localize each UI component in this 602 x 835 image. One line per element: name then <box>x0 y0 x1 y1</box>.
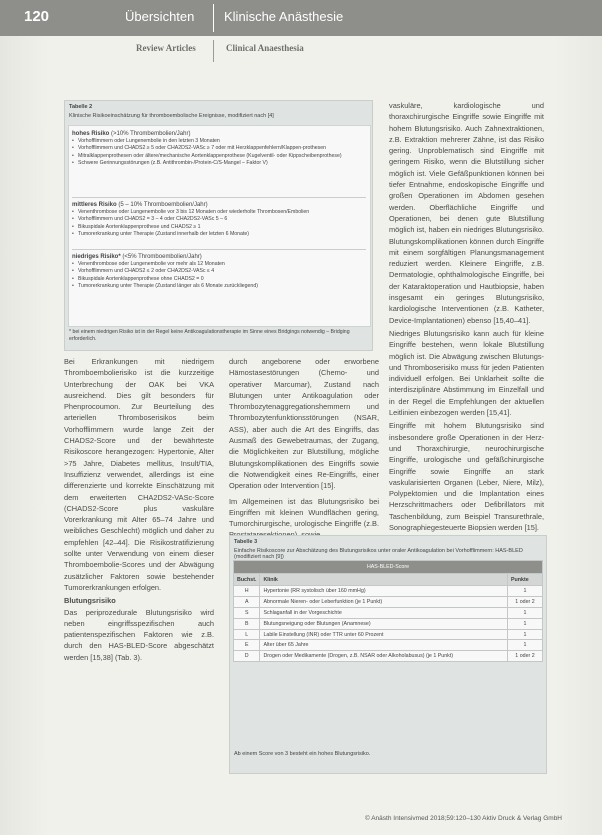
table-title: Tabelle 3 <box>234 539 258 545</box>
list-item: • Vorhofflimmern oder Lungenembolie in den letzten 3 Monaten <box>72 138 366 145</box>
list-item: • Mitralklappenprothesen oder ältere/mechanische Aortenklappenprothese (Kugelventil- oder Kippscheibenprothese) <box>72 153 366 160</box>
table-cell: 1 <box>508 618 543 629</box>
paragraph: Bei Erkrankungen mit niedrigem Thromboembolierisiko ist die kurzzeitige Unterbrechung der OAK bei VKA ausreichend. Dies gilt besonders für Phenprocoumon. Zur Beurteilung des arteriellen Thromboserisikos beim Vorhofflimmern wurde lange Zeit der CHADS2-Score und der bewährteste Risikoscore herangezogen: Hypertonie, Alter >75 Jahre, Diabetes mellitus, Insult/TIA, Insuffizienz verwendet, allerdings ist eine differenzierte und korrekte Einschätzung mit dem erweiterten CHA2DS2-VASc-Score (CHADS2-Score plus vaskuläre Vorerkrankung mit Alter 65–74 Jahre und weibliches Geschlecht) möglich und daher zu empfehlen [42–44]. Die Risikostratifizierung sollte unter Verwendung von einem dieser Thromboembolie-Scores und der Abwägung zusätzlicher Faktoren sowie bestehender Tumorerkrankungen erfolgen. <box>64 357 214 592</box>
table-cell: 1 <box>508 586 543 597</box>
table-title: Tabelle 2 <box>69 104 93 110</box>
risk-heading: hohes Risiko <box>72 131 110 137</box>
section-title-en: Review Articles <box>136 43 196 53</box>
table-cell: Hypertonie (RR systolisch über 160 mmHg) <box>260 586 508 597</box>
page-footer: © Anästh Intensivmed 2018;59:120–130 Aktiv Druck & Verlag GmbH <box>364 815 562 822</box>
risk-table <box>64 100 373 351</box>
table-cell: H <box>234 586 260 597</box>
risk-heading-detail: (5 – 10% Thromboembolien/Jahr) <box>118 202 208 208</box>
table-row <box>234 596 543 607</box>
text-column-2 <box>229 356 379 528</box>
table-group-header: HAS-BLED-Score <box>234 561 543 574</box>
list-item: • Vorhofflimmern und CHADS2 = 3 – 4 oder CHA2DS2-VASc 5 – 6 <box>72 216 366 223</box>
table-cell: D <box>234 651 260 662</box>
table-cell: 1 oder 2 <box>508 651 543 662</box>
list-item: • Venenthrombose oder Lungenembolie vor mehr als 12 Monaten <box>72 261 366 268</box>
risk-heading-detail: (>10% Thrombembolien/Jahr) <box>111 131 191 137</box>
paragraph: durch angeborene oder erworbene Hämostasestörungen (Chemo- und operativer Marcumar), Zustand nach Blutungen unter Antikoagulation oder Thrombozytenaggregationshemmern und Thrombozytenfunktionsstörungen (NSAR, ASS), aber auch die Art des Eingriffs, das Ausmaß des Gewebetraumas, der Zugang, die Möglichkeiten zur Blutstillung, mögliche Blutungskomplikationen des Eingriffs sowie die Notwendigkeit eines Re-Eingriffs, einer Operation oder Intervention [15]. <box>229 357 379 491</box>
list-item: • Bikuspidale Aortenklappenprothese ohne CHADS2 = 0 <box>72 276 366 283</box>
table-cell: S <box>234 607 260 618</box>
paragraph: Niedriges Blutungsrisiko kann auch für kleine Eingriffe bestehen, wenn lokale Blutstillung möglich ist. Die Abwägung zwischen Blutungs- und Thromboserisiko muss für jeden Patienten individuell erfolgen. Bei Unklarheit sollte die interdisziplinäre Abstimmung im Einzelfall und in der Regel die Empfehlungen der aktuellen Leitlinien einbezogen werden [15,41]. <box>389 328 544 418</box>
risk-heading-detail: (<5% Thromboembolien/Jahr) <box>122 254 202 260</box>
table-body <box>68 125 371 327</box>
paragraph: Das periprozedurale Blutungsrisiko wird neben eingriffsspezifischen auch patientenspezifischen Faktoren wie z.B. durch den HAS-BLED-Score abgeschätzt werden [15,38] (Tab. 3). <box>64 607 214 662</box>
table-row <box>234 640 543 651</box>
table-footnote: Ab einem Score von 3 besteht ein hohes Blutungsrisiko. <box>234 751 371 757</box>
paragraph: Im Allgemeinen ist das Blutungsrisiko bei Eingriffen mit kleinen Wundflächen gering, Tumorchirurgische, urologische Eingriffe (z.B. <box>229 496 379 529</box>
topic-title-en: Clinical Anaesthesia <box>226 43 304 53</box>
header-divider <box>213 4 214 32</box>
list-item: • Venenthrombose oder Lungenembolie vor 3 bis 12 Monaten oder wiederholte Thrombosen/Embolien <box>72 209 366 216</box>
topic-title: Klinische Anästhesie <box>224 9 344 24</box>
table-cell: B <box>234 618 260 629</box>
table-cell: 1 oder 2 <box>508 596 543 607</box>
table-cell: L <box>234 629 260 640</box>
list-item: • Bikuspidale Aortenklappenprothese und CHADS2 ≥ 1 <box>72 224 366 231</box>
page-number: 120 <box>24 8 50 25</box>
table-cell: A <box>234 596 260 607</box>
column-header: Punkte <box>508 574 543 586</box>
table-cell: 1 <box>508 629 543 640</box>
column-header: Klinik <box>260 574 508 586</box>
list-item: • Vorhofflimmern und CHADS2 ≥ 5 oder CHA2DS2-VASc ≥ 7 oder mit Herzklappenfehlern/Klappen-prothesen <box>72 145 366 152</box>
subheading: Blutungsrisiko <box>64 596 116 606</box>
score-table <box>233 560 543 662</box>
table-cell: Drogen oder Medikamente (Drogen, z.B. NSAR oder Alkoholabusus) (je 1 Punkt) <box>260 651 508 662</box>
header-bar <box>0 0 602 36</box>
divider <box>72 249 366 250</box>
paragraph: Eingriffe mit hohem Blutungsrisiko sind insbesondere große Operationen in der Herz- und Thoraxchirurgie, neurochirurgische Eingriffe, urologische und gefäßchirurgische Eingriffe sowie Eingriffe an stark vaskularisierten Organen (Leber, Niere, Milz), Polypektomien und die Implantation eines Herzschrittmachers oder Defibrillators mit Taschenbildung, zum Beispiel Transurethrale, Sonographiegesteuerte Biopsien werden [15]. <box>389 421 544 532</box>
table-cell: 1 <box>508 607 543 618</box>
table-row <box>234 607 543 618</box>
section-title: Übersichten <box>125 9 195 24</box>
risk-heading: mittleres Risiko <box>72 202 117 208</box>
table-cell: Blutungsneigung oder Blutungen (Anamnese) <box>260 618 508 629</box>
subheader-divider <box>213 40 214 62</box>
risk-block-high <box>72 130 366 167</box>
table-row <box>234 651 543 662</box>
risk-block-medium <box>72 201 366 238</box>
table-row <box>234 629 543 640</box>
table-caption: Einfache Risikoscore zur Abschätzung des Blutungsrisikos unter oraler Antikoagulation bei Vorhofflimmern: HAS-BLED (modifiziert nach [9]) <box>234 548 523 560</box>
table-cell: Labile Einstellung (INR) oder TTR unter 60 Prozent <box>260 629 508 640</box>
text-column-1 <box>64 356 214 756</box>
table-row <box>234 586 543 597</box>
text-column-3 <box>389 100 544 532</box>
table-caption: Klinische Risikoeinschätzung für thromboembolische Ereignisse, modifiziert nach [4] <box>69 113 274 119</box>
risk-heading: niedriges Risiko* <box>72 254 121 260</box>
hasbled-table <box>229 535 547 774</box>
paragraph: vaskuläre, kardiologische und thoraxchirurgische Eingriffe sowie Eingriffe mit hohem Blutungsrisiko. Auch Zahnextraktionen, z.B. Extraktion mehrerer Zähne, ist das Risiko gering. Unproblematisch sind Eingriffe mit geringem Risiko, wenn die Blutstillung sicher möglich ist. Viele Gefäßpunktionen können bei tiefer Entnahme, endoskopische Eingriffe und großen Operationen im Abdomen gesehen werden. Oberflächliche Eingriffe und Operationen, bei denen gute Blutstillung möglich ist, haben ein niedriges Blutungsrisiko. Blutungskomplikationen können durch Eingriffe mit einem sorgfältigen Planungsmanagement reduziert werden. Kleinere Eingriffe, z.B. Dermatologie, ophthalmologische Eingriffe, bei der Kataraktoperation und Hautbiopsie, haben insgesamt ein geringes Blutungsrisiko, kardiologische Interventionen (z.B. Katheter, Device-Implantationen) ebenso [15,40–41]. <box>389 101 544 325</box>
table-footnote: * bei einem niedrigen Risiko ist in der Regel keine Antikoagulationstherapie im Sinne eines Bridgings notwendig – Bridging erforderlich. <box>69 329 350 342</box>
table-row <box>234 618 543 629</box>
table-cell: 1 <box>508 640 543 651</box>
list-item: • Tumorerkrankung unter Therapie (Zustand innerhalb der letzten 6 Monate) <box>72 231 366 238</box>
divider <box>72 197 366 198</box>
risk-block-low <box>72 253 366 290</box>
list-item: • Schwere Gerinnungsstörungen (z.B. Antithrombin-/Protein-C/S-Mangel – Faktor V) <box>72 160 366 167</box>
table-cell: Alter über 65 Jahre <box>260 640 508 651</box>
list-item: • Tumorerkrankung unter Therapie (Zustand länger als 6 Monate zurückliegend) <box>72 283 366 290</box>
list-item: • Vorhofflimmern und CHADS2 ≤ 2 oder CHA2DS2-VASc ≤ 4 <box>72 268 366 275</box>
table-cell: Abnormale Nieren- oder Leberfunktion (je 1 Punkt) <box>260 596 508 607</box>
table-cell: Schlaganfall in der Vorgeschichte <box>260 607 508 618</box>
column-header: Buchst. <box>234 574 260 586</box>
table-cell: E <box>234 640 260 651</box>
